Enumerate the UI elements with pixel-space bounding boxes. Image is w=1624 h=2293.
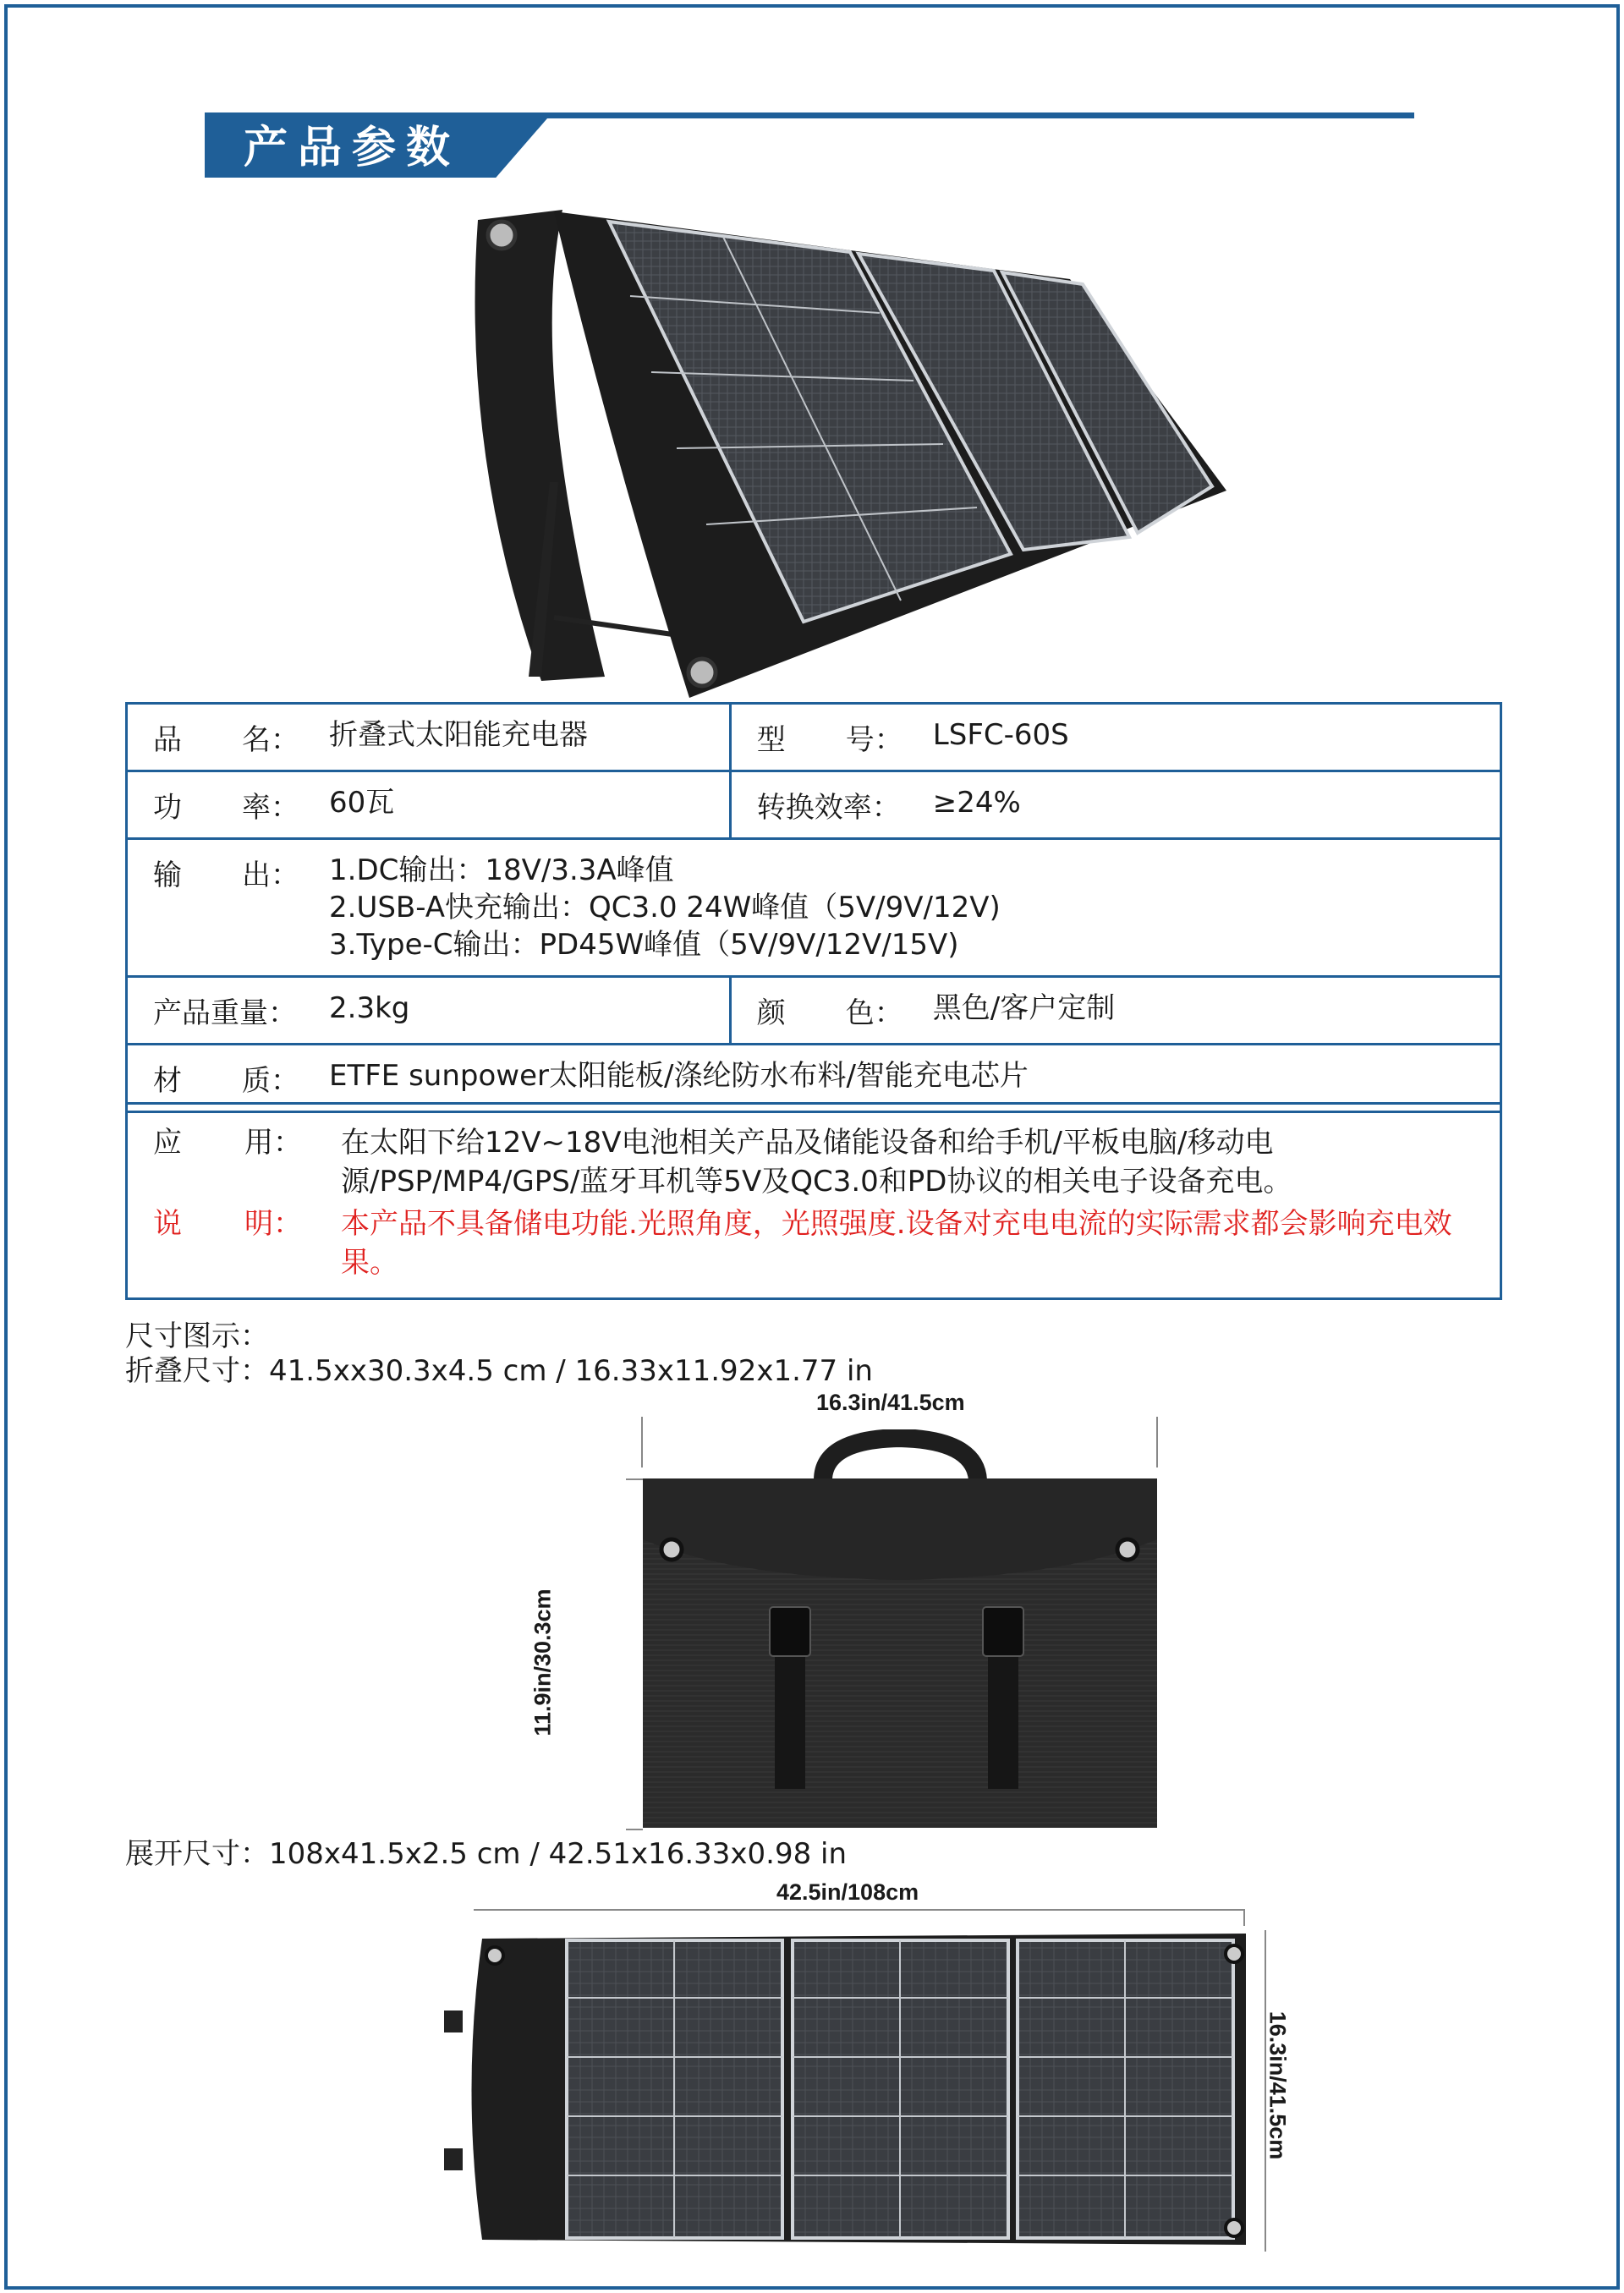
output-line-type-c: 3.Type-C输出：PD45W峰值（5V/9V/12V/15V) (329, 928, 959, 962)
spec-value-efficiency: ≥24% (932, 786, 1021, 820)
header-rule (205, 112, 1414, 118)
usage-label: 应 用： (153, 1126, 302, 1160)
remark-row (153, 1204, 1491, 1282)
unfolded-size-text: 展开尺寸：108x41.5x2.5 cm / 42.51x16.33x0.98 in (125, 1837, 848, 1871)
table-row (127, 977, 1501, 1045)
unfolded-height-label: 16.3in/41.5cm (1265, 2010, 1291, 2160)
spec-value-output (329, 852, 1001, 963)
notes-box (125, 1102, 1502, 1300)
remark-text: 本产品不具备储电功能.光照角度，光照强度.设备对充电电流的实际需求都会影响充电效果。 (341, 1207, 1452, 1280)
dimension-tick (626, 1478, 643, 1480)
spec-label-output: 输 出： (153, 859, 299, 892)
spec-label-material: 材 质： (153, 1064, 299, 1098)
table-row (127, 839, 1501, 977)
unfolded-panel-image (444, 1930, 1256, 2252)
usage-row (153, 1123, 1491, 1201)
folded-bag-image (641, 1429, 1159, 1831)
spec-value-color: 黑色/客户定制 (932, 991, 1116, 1025)
spec-label-model: 型 号： (756, 723, 903, 757)
dimension-tick (626, 1829, 643, 1830)
usage-text: 在太阳下给12V~18V电池相关产品及储能设备和给手机/平板电脑/移动电源/PSP/MP4/GPS/蓝牙耳机等5V及QC3.0和PD协议的相关电子设备充电。 (341, 1126, 1292, 1199)
folded-width-label: 16.3in/41.5cm (816, 1390, 965, 1415)
spec-label-weight: 产品重量： (153, 996, 297, 1030)
spec-value-material: ETFE sunpower太阳能板/涤纶防水布料/智能充电芯片 (329, 1059, 1029, 1093)
spec-value-name: 折叠式太阳能充电器 (329, 718, 588, 752)
spec-value-power: 60瓦 (329, 786, 395, 820)
spec-label-efficiency: 转换效率： (756, 791, 901, 825)
product-image-solar-panel (461, 203, 1239, 710)
spec-value-weight: 2.3kg (329, 991, 410, 1025)
table-row (127, 771, 1501, 839)
dimension-line (474, 1909, 1243, 1911)
remark-label: 说 明： (153, 1207, 302, 1241)
dimension-tick (1243, 1909, 1245, 1926)
spec-value-model: LSFC-60S (932, 718, 1069, 752)
spec-label-name: 品 名： (153, 723, 299, 757)
spec-label-power: 功 率： (153, 791, 299, 825)
table-row (127, 704, 1501, 771)
output-line-dc: 1.DC输出：18V/3.3A峰值 (329, 853, 674, 887)
dimensions-heading: 尺寸图示： (125, 1319, 269, 1353)
spec-label-color: 颜 色： (756, 996, 903, 1030)
folded-size-text: 折叠尺寸：41.5xx30.3x4.5 cm / 16.33x11.92x1.77 in (125, 1354, 873, 1388)
output-line-usb-a: 2.USB-A快充输出：QC3.0 24W峰值（5V/9V/12V) (329, 891, 1001, 924)
unfolded-width-label: 42.5in/108cm (776, 1879, 919, 1905)
page-title: 产品参数 (244, 123, 461, 173)
spec-table (125, 702, 1502, 1113)
folded-height-label: 11.9in/30.3cm (529, 1588, 556, 1736)
